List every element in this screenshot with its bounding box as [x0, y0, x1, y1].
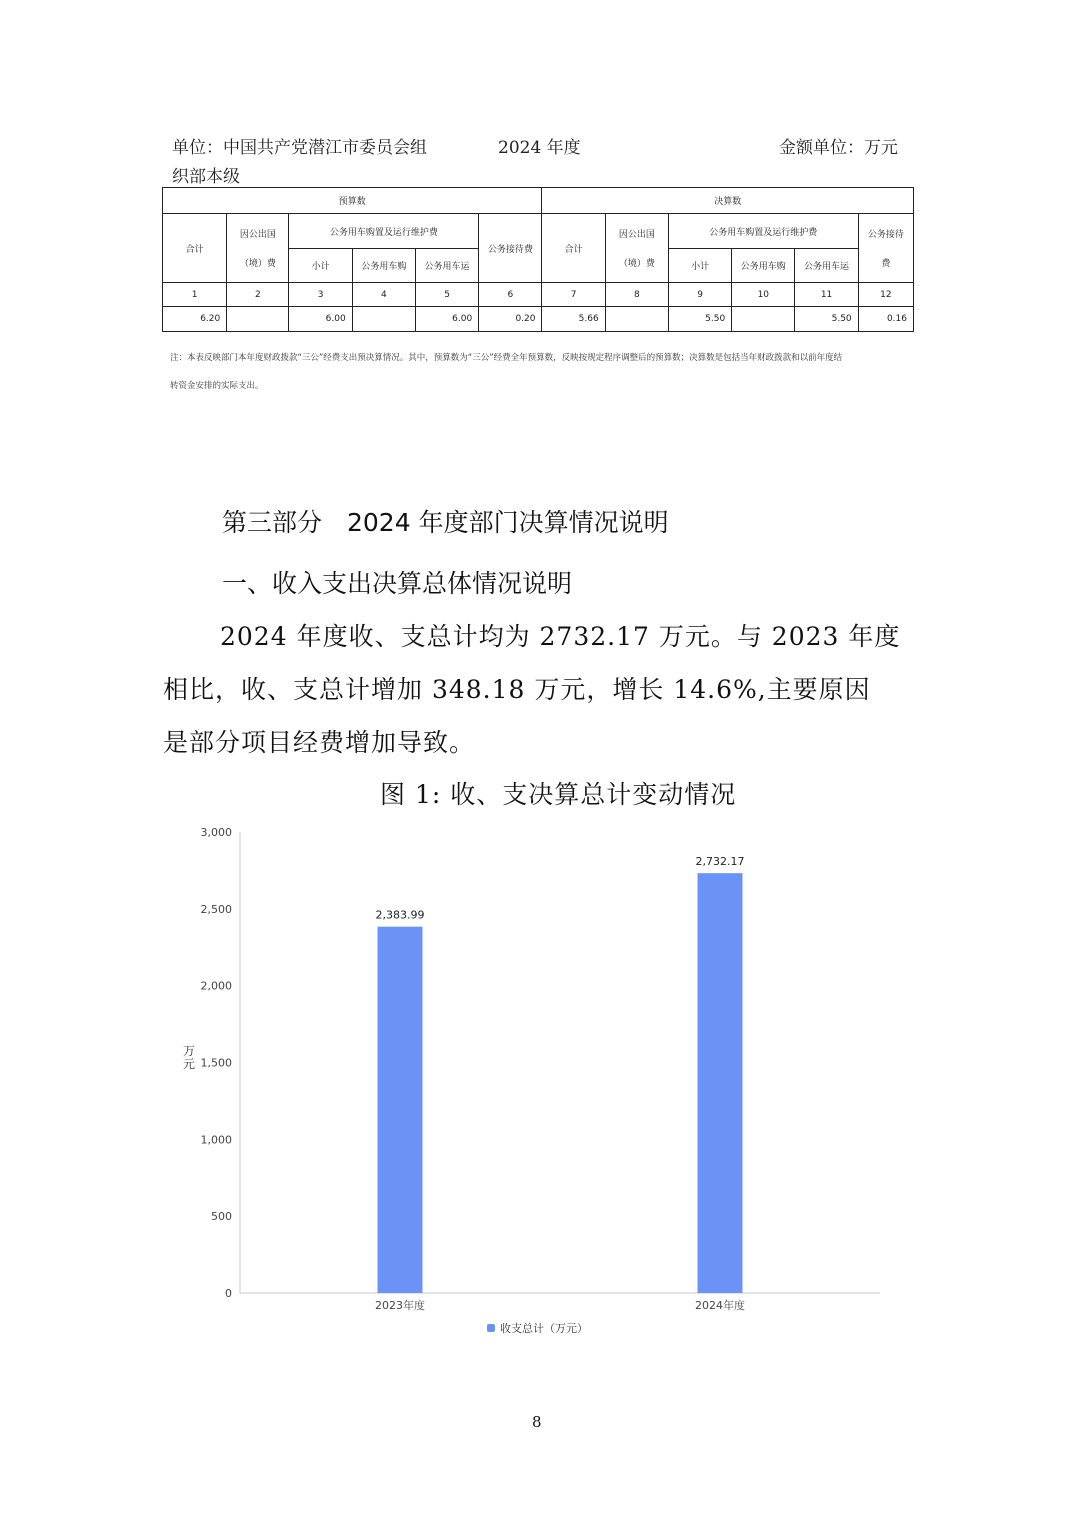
note-line1: 注：本表反映部门本年度财政拨款“三公”经费支出预决算情况。其中，预算数为“三公”经费全年预算数，反映按规定程序调整后的预算数；决算数是包括当年财政拨款和以前年度结: [170, 353, 843, 363]
col-number: 4: [352, 283, 415, 307]
reception-line2: 费: [881, 259, 891, 269]
legend-swatch: [487, 1324, 495, 1332]
final-vehicle-header: 公务用车购置及运行维护费: [668, 214, 858, 249]
value-cell: 5.50: [668, 307, 731, 332]
year-label: 2024 年度: [498, 138, 581, 158]
final-header: 决算数: [542, 188, 914, 214]
budget-subtotal-header: 小计: [289, 249, 352, 283]
col-number: 3: [289, 283, 352, 307]
reception-line1: 公务接待: [867, 230, 904, 240]
col-number: 5: [415, 283, 478, 307]
bar: [378, 927, 423, 1293]
col-number: 11: [795, 283, 858, 307]
y-tick-label: 500: [211, 1210, 232, 1224]
final-subtotal-header: 小计: [668, 249, 731, 283]
abroad-line1: 因公出国: [618, 230, 655, 240]
col-number: 10: [732, 283, 795, 307]
y-ticks: [201, 826, 233, 1300]
page-number: 8: [532, 1413, 542, 1431]
y-tick-label: 3,000: [200, 826, 232, 839]
paragraph-line1: 2024 年度收、支总计均为 2732.17 万元。与 2023 年度: [220, 622, 901, 651]
part-title: 第三部分 2024 年度部门决算情况说明: [222, 508, 669, 537]
x-tick-label: 2023年度: [375, 1299, 425, 1312]
value-cell: 0.16: [858, 307, 913, 332]
y-tick-label: 2,000: [200, 979, 232, 993]
col-number: 6: [479, 283, 542, 307]
col-number: 2: [227, 283, 289, 307]
bars: [376, 855, 745, 1293]
value-cell: 6.20: [163, 307, 227, 332]
value-cell: 0.20: [479, 307, 542, 332]
unit-label-cont: 织部本级: [172, 167, 240, 187]
legend-label: 收支总计（万元）: [500, 1322, 588, 1335]
col-number: 12: [858, 283, 913, 307]
col-number: 7: [542, 283, 605, 307]
abroad-line2: （境）费: [618, 259, 655, 269]
col-number: 9: [668, 283, 731, 307]
final-purchase-header: 公务用车购: [732, 249, 795, 283]
value-cell: 5.66: [542, 307, 605, 332]
value-cell: 6.00: [289, 307, 352, 332]
x-tick-labels: [375, 1298, 745, 1312]
y-axis-label: 元: [183, 1057, 196, 1071]
value-cell: 6.00: [415, 307, 478, 332]
budget-total-header: 合计: [163, 214, 227, 283]
y-tick-label: 0: [225, 1287, 232, 1300]
col-number: 1: [163, 283, 227, 307]
value-cell: 5.50: [795, 307, 858, 332]
budget-operation-header: 公务用车运: [415, 249, 478, 283]
unit-label: 单位：中国共产党潜江市委员会组: [172, 138, 427, 158]
y-tick-label: 2,500: [200, 902, 232, 916]
note-line2: 转资金安排的实际支出。: [170, 381, 264, 391]
x-tick-label: 2024年度: [695, 1299, 745, 1312]
budget-reception-header: 公务接待费: [479, 214, 542, 283]
y-tick-label: 1,000: [200, 1133, 232, 1147]
budget-vehicle-header: 公务用车购置及运行维护费: [289, 214, 479, 249]
abroad-line1: 因公出国: [239, 230, 276, 240]
y-tick-label: 1,500: [200, 1056, 232, 1070]
sub-title: 一、收入支出决算总体情况说明: [222, 569, 573, 598]
bar: [698, 873, 743, 1293]
bar-value-label: 2,383.99: [375, 908, 425, 922]
abroad-line2: （境）费: [239, 259, 276, 269]
col-number: 8: [605, 283, 668, 307]
paragraph-line2: 相比，收、支总计增加 348.18 万元，增长 14.6%,主要原因: [163, 675, 871, 704]
figure-caption: 图 1: 收、支决算总计变动情况: [380, 780, 737, 809]
paragraph-line3: 是部分项目经费增加导致。: [163, 728, 476, 757]
bar-value-label: 2,732.17: [695, 855, 745, 869]
amount-unit-label: 金额单位：万元: [779, 138, 898, 158]
budget-purchase-header: 公务用车购: [352, 249, 415, 283]
y-axis-label: 万: [183, 1044, 196, 1058]
budget-header: 预算数: [163, 188, 542, 214]
final-operation-header: 公务用车运: [795, 249, 858, 283]
final-total-header: 合计: [542, 214, 605, 283]
